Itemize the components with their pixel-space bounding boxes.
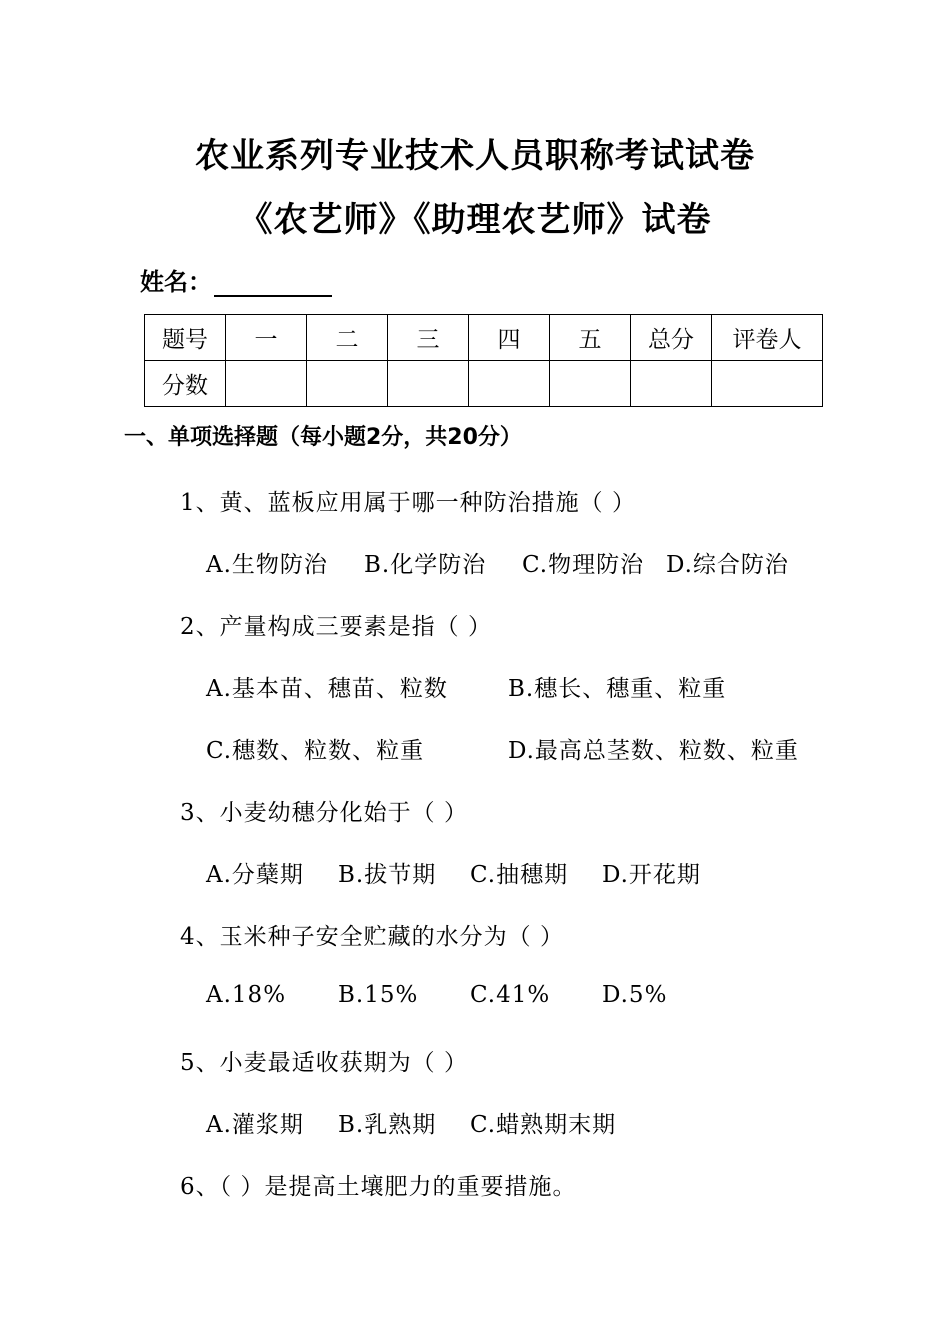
option: B.穗长、穗重、粒重 [508, 676, 727, 702]
question-options [206, 856, 701, 889]
score-cell[interactable] [388, 361, 469, 407]
header-cell: 五 [550, 315, 631, 361]
header-cell: 总分 [631, 315, 712, 361]
row-label-cell: 分数 [145, 361, 226, 407]
question-text: 3、小麦幼穗分化始于（ ） [180, 800, 468, 826]
score-cell[interactable] [631, 361, 712, 407]
option: D.开花期 [602, 862, 701, 888]
question-text: 4、玉米种子安全贮藏的水分为（ ） [180, 924, 564, 950]
option: D.最高总茎数、粒数、粒重 [508, 738, 799, 764]
name-label: 姓名： [140, 268, 212, 296]
score-cell[interactable] [469, 361, 550, 407]
option: A.分蘖期 [206, 862, 304, 888]
header-cell: 一 [226, 315, 307, 361]
option: C.物理防治 [522, 552, 645, 578]
score-table-score-row [145, 361, 823, 407]
header-cell: 题号 [145, 315, 226, 361]
question-text: 6、（ ）是提高土壤肥力的重要措施。 [180, 1174, 577, 1200]
name-blank-line[interactable] [214, 269, 332, 297]
score-cell[interactable] [550, 361, 631, 407]
header-cell: 评卷人 [712, 315, 823, 361]
option: A.生物防治 [206, 552, 328, 578]
option: C.抽穗期 [470, 862, 569, 888]
option: C.蜡熟期末期 [470, 1112, 617, 1138]
option: D.综合防治 [666, 552, 789, 578]
question-options [206, 982, 667, 1008]
option: B.乳熟期 [338, 1112, 437, 1138]
question-text: 5、小麦最适收获期为（ ） [180, 1050, 468, 1076]
name-field-row [140, 262, 332, 297]
question-text: 2、产量构成三要素是指（ ） [180, 614, 492, 640]
question-options [206, 1106, 616, 1139]
section-title: 一、单项选择题（每小题2分，共20分） [124, 425, 522, 450]
question-text: 1、黄、蓝板应用属于哪一种防治措施（ ） [180, 490, 636, 516]
option: A.基本苗、穗苗、粒数 [206, 676, 448, 702]
score-table [144, 314, 823, 407]
header-cell: 三 [388, 315, 469, 361]
exam-subtitle: 《农艺师》《助理农艺师》试卷 [238, 200, 712, 240]
option: B.化学防治 [364, 552, 487, 578]
header-cell: 二 [307, 315, 388, 361]
question-options [206, 546, 789, 579]
header-cell: 四 [469, 315, 550, 361]
option: A.18% [206, 982, 287, 1008]
question-options [206, 732, 799, 765]
option: A.灌浆期 [206, 1112, 304, 1138]
option: D.5% [602, 982, 668, 1008]
score-cell[interactable] [307, 361, 388, 407]
score-cell[interactable] [712, 361, 823, 407]
question-options [206, 670, 726, 703]
option: C.穗数、粒数、粒重 [206, 738, 425, 764]
option: B.拔节期 [338, 862, 437, 888]
exam-title: 农业系列专业技术人员职称考试试卷 [195, 136, 755, 176]
score-cell[interactable] [226, 361, 307, 407]
option: C.41% [470, 982, 551, 1008]
option: B.15% [338, 982, 419, 1008]
score-table-header-row [145, 315, 823, 361]
